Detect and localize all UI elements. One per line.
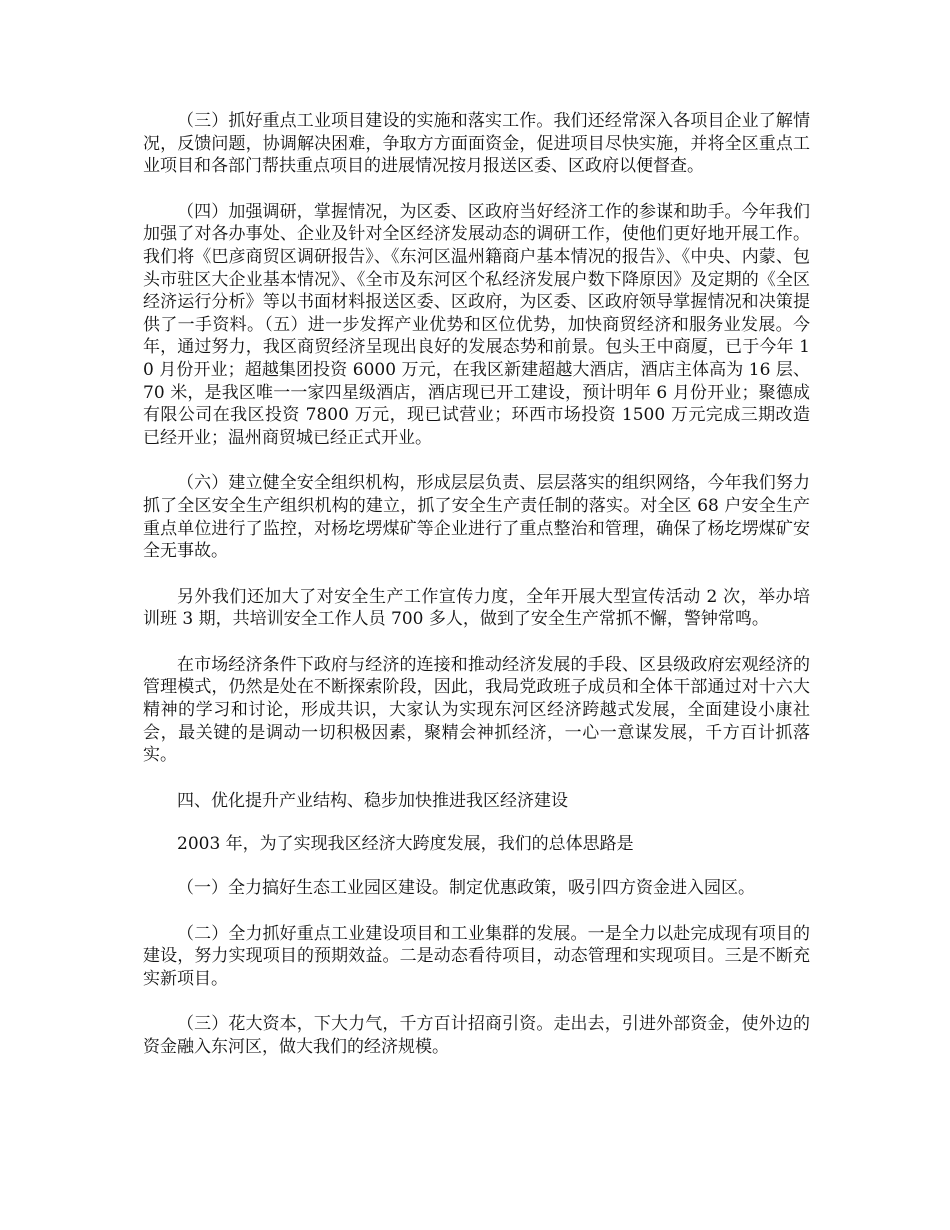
- paragraph-investment-attraction: （三）花大资本，下大力气，千方百计招商引资。走出去，引进外部资金，使外边的资金融入东河区，做大我们的经济规模。: [143, 1014, 810, 1057]
- paragraph-key-projects-clusters: （二）全力抓好重点工业建设项目和工业集群的发展。一是全力以赴完成现有项目的建设，努力实现项目的预期效益。二是动态看待项目，动态管理和实现项目。三是不断充实新项目。: [143, 923, 810, 989]
- paragraph-industrial-projects: （三）抓好重点工业项目建设的实施和落实工作。我们还经常深入各项目企业了解情况，反馈问题，协调解决困难，争取方方面面资金，促进项目尽快实施，并将全区重点工业项目和各部门帮扶重点项目的进展情况按月报送区委、区政府以便督查。: [143, 111, 810, 177]
- paragraph-market-economy: 在市场经济条件下政府与经济的连接和推动经济发展的手段、区县级政府宏观经济的管理模式，仍然是处在不断探索阶段，因此，我局党政班子成员和全体干部通过对十六大精神的学习和讨论，形成共识，大家认为实现东河区经济跨越式发展，全面建设小康社会，最关键的是调动一切积极因素，聚精会神抓经济，一心一意谋发展，千方百计抓落实。: [143, 654, 810, 766]
- paragraph-research-and-commerce: （四）加强调研，掌握情况，为区委、区政府当好经济工作的参谋和助手。今年我们加强了对各办事处、企业及针对全区经济发展动态的调研工作，使他们更好地开展工作。我们将《巴彦商贸区调研报告》、《东河区温州籍商户基本情况的报告》、《中央、内蒙、包头市驻区大企业基本情况》、《全市及东河区个私经济发展户数下降原因》及定期的《全区经济运行分析》等以书面材料报送区委、区政府，为区委、区政府领导掌握情况和决策提供了一手资料。（五）进一步发挥产业优势和区位优势，加快商贸经济和服务业发展。今年，通过努力，我区商贸经济呈现出良好的发展态势和前景。包头王中商厦，已于今年 10 月份开业；超越集团投资 6000 万元，在我区新建超越大酒店，酒店主体高为 16 层、70 米，是我区唯一一家四星级酒店，酒店现已开工建设，预计明年 6 月份开业；聚德成有限公司在我区投资 7800 万元，现已试营业；环西市场投资 1500 万元完成三期改造已经开业；温州商贸城已经正式开业。: [143, 201, 810, 448]
- paragraph-safety-publicity: 另外我们还加大了对安全生产工作宣传力度，全年开展大型宣传活动 2 次，举办培训班 3 期，共培训安全工作人员 700 多人，做到了安全生产常抓不懈，警钟常鸣。: [143, 586, 810, 630]
- paragraph-2003-overall-plan: 2003 年，为了实现我区经济大跨度发展，我们的总体思路是: [177, 834, 634, 855]
- section-heading-four: 四、优化提升产业结构、稳步加快推进我区经济建设: [177, 790, 568, 811]
- paragraph-safety-organization: （六）建立健全安全组织机构，形成层层负责、层层落实的组织网络，今年我们努力抓了全区安全生产组织机构的建立，抓了安全生产责任制的落实。对全区 68 户安全生产重点单位进行了监控，对杨圪塄煤矿等企业进行了重点整治和管理，确保了杨圪塄煤矿安全无事故。: [143, 473, 810, 562]
- document-page: [143, 110, 810, 1082]
- paragraph-eco-industrial-park: （一）全力搞好生态工业园区建设。制定优惠政策，吸引四方资金进入园区。: [177, 878, 755, 899]
